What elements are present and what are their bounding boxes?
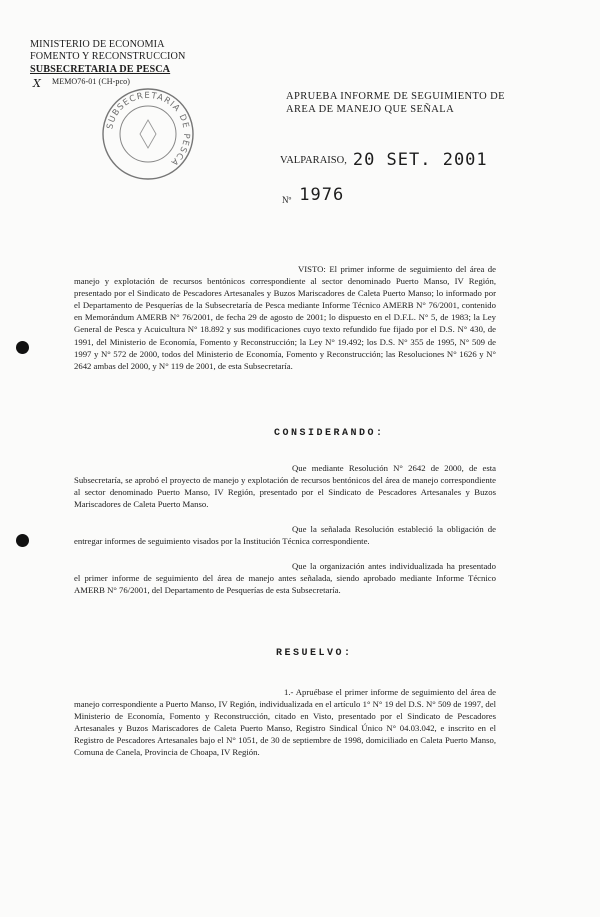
considerando-paragraph-2: Que la señalada Resolución estableció la obligación de entregar informes de seguimiento visados por la Institución Técnica correspondiente. bbox=[74, 524, 496, 547]
considerando-heading: CONSIDERANDO: bbox=[274, 428, 385, 439]
resolution-number bbox=[282, 185, 345, 208]
resuelvo-heading: RESUELVO: bbox=[276, 648, 353, 659]
letterhead bbox=[30, 39, 185, 89]
date-line bbox=[280, 148, 488, 168]
memo-reference: MEMO76-01 (CH-pco) bbox=[52, 77, 131, 87]
resuelvo-paragraph-1: 1.- Apruébase el primer informe de seguimiento del área de manejo correspondiente a Puerto Manso, IV Región, individualizada en el artículo 1° N° 19 del D.S. N° 509 de 1997, del Ministerio de Economía, Fomento y Reconstrucción, citado en Visto, presentado por el Sindicato de Pescadores Artesanales y Buzos Mariscadores de Caleta Puerto Manso, Registro Sindical Único N° 04.03.042, e inscrito en el Registro de Pescadores Artesanales bajo el N° 1051, de 30 de septiembre de 1998, domiciliado en Caleta Puerto Manso, Comuna de Canela, Provincia de Choapa, IV Región. bbox=[74, 687, 496, 758]
visto-paragraph: VISTO: El primer informe de seguimiento del área de manejo y explotación de recursos bentónicos correspondiente al sector denominado Puerto Manso, IV Región, presentado por el Sindicato de Pescadores Artesanales y Buzos Mariscadores de Caleta Puerto Manso; lo informado por el Departamento de Pesquerías de la Subsecretaría de Pesca mediante Informe Técnico AMERB N° 76/2001, contenido en Memorándum AMERB N° 76/2001, de fecha 29 de agosto de 2001; lo dispuesto en el D.F.L. N° 5, de 1983; la Ley General de Pesca y Acuicultura N° 18.892 y sus modificaciones cuyo texto refundido fue fijado por el D.S. N° 430, de 1991, del Ministerio de Economía, Fomento y Reconstrucción; la Ley N° 19.492; los D.S. N° 355 de 1995, N° 509 de 1997 y N° 572 de 2000, todos del Ministerio de Economía, Fomento y Reconstrucción; las Resoluciones N° 1626 y N° 2642 ambas del 2000, y N° 119 de 2001, de esta Subsecretaría. bbox=[74, 264, 496, 371]
considerando-paragraph-3: Que la organización antes individualizada ha presentado el primer informe de seguimiento del área de manejo antes señalada, siendo aprobado mediante Informe Técnico AMERB N° 76/2001, del Departamento de Pesquerías de esta Subsecretaría. bbox=[74, 561, 496, 596]
seal-text: SUBSECRETARIA DE PESCA bbox=[105, 90, 192, 168]
svg-text:SUBSECRETARIA DE PESCA bbox=[105, 91, 191, 168]
title-line-2: AREA DE MANEJO QUE SEÑALA bbox=[286, 104, 455, 115]
resolution-title bbox=[286, 90, 505, 116]
handwritten-mark: X bbox=[33, 77, 41, 90]
ministry-name: MINISTERIO DE ECONOMIA bbox=[30, 39, 165, 50]
date-stamp: 20 SET. 2001 bbox=[352, 150, 488, 170]
subsecretaria-name: SUBSECRETARIA DE PESCA bbox=[30, 63, 171, 75]
ministry-name-line2: FOMENTO Y RECONSTRUCCION bbox=[30, 51, 186, 63]
punch-hole bbox=[16, 341, 29, 354]
title-line-1: APRUEBA INFORME DE SEGUIMIENTO DE bbox=[286, 91, 505, 102]
official-seal-stamp bbox=[100, 86, 196, 182]
number-stamp: 1976 bbox=[299, 185, 345, 205]
punch-hole bbox=[16, 534, 29, 547]
number-label: Nº bbox=[282, 195, 292, 205]
date-place: VALPARAISO, bbox=[280, 155, 347, 166]
considerando-paragraph-1: Que mediante Resolución N° 2642 de 2000, de esta Subsecretaría, se aprobó el proyecto de manejo y explotación de recursos bentónicos del área de manejo correspondiente al sector denominado Puerto Manso, IV Región, presentado por el Sindicato de Pescadores Artesanales y Buzos Mariscadores de Caleta Puerto Manso. bbox=[74, 463, 496, 510]
